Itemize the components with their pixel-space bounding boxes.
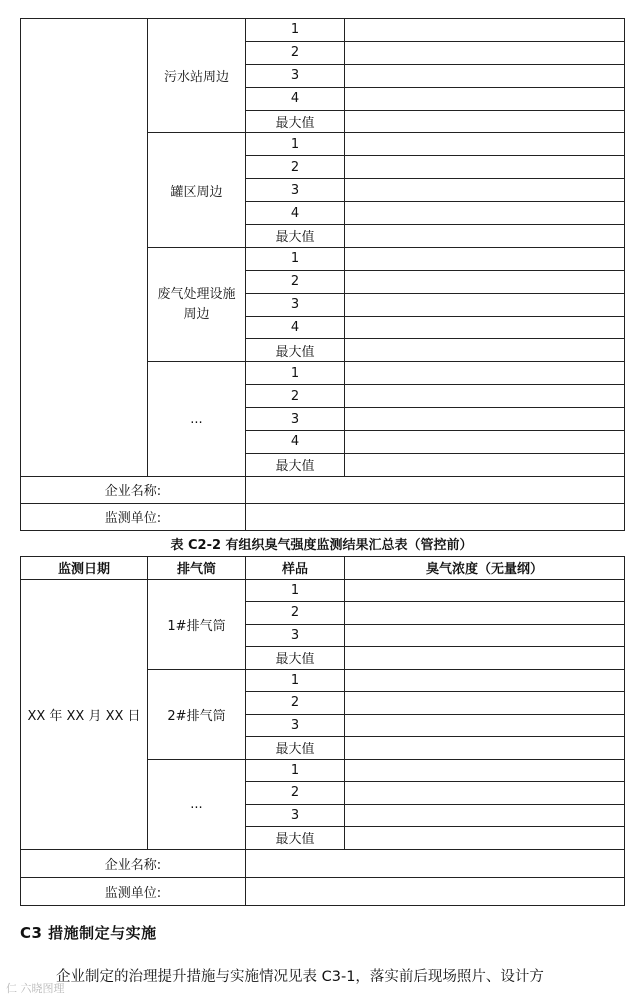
sample-cell: 3 [246,293,345,316]
sample-cell: 1 [246,19,345,42]
header-odor: 臭气浓度（无量纲） [345,557,625,580]
value-cell [345,624,625,647]
sample-cell: 2 [246,602,345,625]
table-row [21,877,625,905]
enterprise-name-label: 企业名称: [21,849,246,877]
location-cell: 污水站周边 [148,19,246,133]
enterprise-name-value [246,849,625,877]
value-cell [345,270,625,293]
value-cell [345,362,625,385]
value-cell [345,385,625,408]
sample-cell: 最大值 [246,453,345,476]
value-cell [345,316,625,339]
table-row [21,579,625,602]
header-stack: 排气筒 [148,557,246,580]
value-cell [345,247,625,270]
monitor-unit-value [246,877,625,905]
table-row [21,849,625,877]
value-cell [345,737,625,760]
body-paragraph: 企业制定的治理提升措施与实施情况见表 C3-1，落实前后现场照片、设计方 [56,969,544,985]
stack-cell: 1#排气筒 [148,579,246,669]
sample-cell: 4 [246,202,345,225]
monitor-unit-label: 监测单位: [21,503,246,530]
sample-cell: 1 [246,247,345,270]
sample-cell: 最大值 [246,225,345,248]
sample-cell: 4 [246,431,345,454]
sample-cell: 2 [246,692,345,715]
location-cell: 废气处理设施周边 [148,247,246,361]
sample-cell: 3 [246,624,345,647]
sample-cell: 2 [246,156,345,179]
value-cell [345,579,625,602]
date-cell: XX 年 XX 月 XX 日 [21,579,148,849]
sample-cell: 1 [246,362,345,385]
value-cell [345,293,625,316]
value-cell [345,804,625,827]
odor-monitoring-table-organized [20,556,625,906]
monitor-unit-value [246,503,625,530]
value-cell [345,202,625,225]
header-date: 监测日期 [21,557,148,580]
value-cell [345,453,625,476]
value-cell [345,87,625,110]
sample-cell: 3 [246,408,345,431]
table-caption: 表 C2-2 有组织臭气强度监测结果汇总表（管控前） [170,538,473,553]
section-heading: C3 措施制定与实施 [20,924,157,942]
value-cell [345,225,625,248]
stack-cell: ... [148,759,246,849]
value-cell [345,179,625,202]
sample-cell: 4 [246,87,345,110]
sample-cell: 2 [246,270,345,293]
sample-cell: 最大值 [246,737,345,760]
sample-cell: 1 [246,579,345,602]
sample-cell: 1 [246,669,345,692]
value-cell [345,110,625,133]
sample-cell: 3 [246,714,345,737]
value-cell [345,692,625,715]
enterprise-name-value [246,476,625,503]
value-cell [345,133,625,156]
value-cell [345,41,625,64]
sample-cell: 最大值 [246,339,345,362]
value-cell [345,408,625,431]
sample-cell: 2 [246,782,345,805]
table-row [21,476,625,503]
value-cell [345,431,625,454]
sample-cell: 3 [246,64,345,87]
sample-cell: 3 [246,179,345,202]
sample-cell: 1 [246,133,345,156]
value-cell [345,339,625,362]
location-cell: ... [148,362,246,476]
sample-cell: 最大值 [246,110,345,133]
value-cell [345,647,625,670]
watermark: 仁 六晓图理 [6,982,65,995]
value-cell [345,602,625,625]
value-cell [345,156,625,179]
sample-cell: 3 [246,804,345,827]
value-cell [345,669,625,692]
sample-cell: 2 [246,385,345,408]
value-cell [345,782,625,805]
header-sample: 样品 [246,557,345,580]
value-cell [345,827,625,850]
sample-cell: 1 [246,759,345,782]
sample-cell: 最大值 [246,827,345,850]
sample-cell: 4 [246,316,345,339]
odor-monitoring-table-unorganized [20,18,625,531]
sample-cell: 2 [246,41,345,64]
table-row [21,503,625,530]
date-cell [21,19,148,477]
value-cell [345,759,625,782]
sample-cell: 最大值 [246,647,345,670]
stack-cell: 2#排气筒 [148,669,246,759]
value-cell [345,64,625,87]
value-cell [345,19,625,42]
location-cell: 罐区周边 [148,133,246,247]
table-header-row [21,557,625,580]
monitor-unit-label: 监测单位: [21,877,246,905]
table-row [21,19,625,42]
value-cell [345,714,625,737]
enterprise-name-label: 企业名称: [21,476,246,503]
